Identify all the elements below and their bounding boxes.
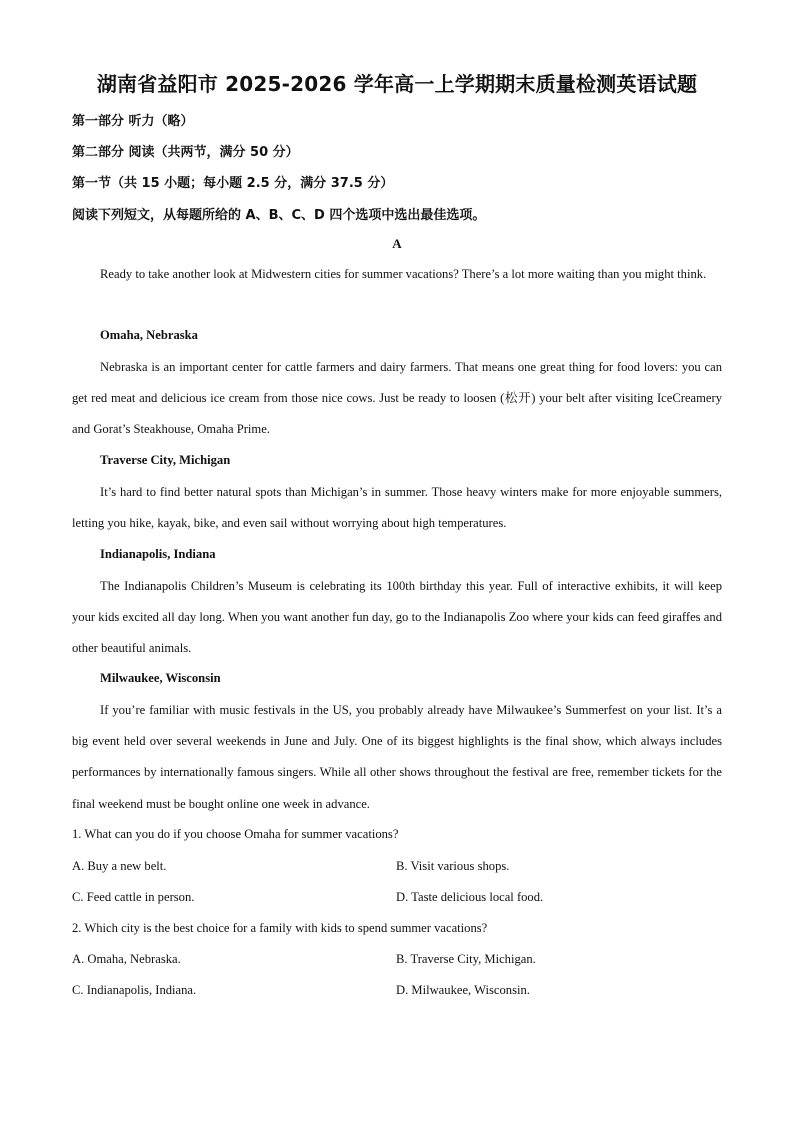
- section-text-milwaukee-body: If you’re familiar with music festivals in the US, you probably already have Milwaukee’s Summerfest on your list. It’s a big event held over several weekends in June and July. One of its biggest highlights is the final show, which always includes performances by internationally famous singers. While all other shows throughout the festival are free, remember tickets for the final weekend must be bought online one week in advance.: [72, 703, 722, 811]
- question-1-option-c: C. Feed cattle in person.: [72, 890, 195, 904]
- passage-label: A: [392, 236, 402, 251]
- question-2-option-d: D. Milwaukee, Wisconsin.: [396, 983, 530, 997]
- section-heading-omaha: Omaha, Nebraska: [100, 328, 198, 342]
- question-2-stem: 2. Which city is the best choice for a family with kids to spend summer vacations?: [72, 921, 488, 935]
- section-text-traverse: [72, 477, 722, 539]
- question-1-option-b: B. Visit various shops.: [396, 859, 510, 873]
- question-1-option-a: A. Buy a new belt.: [72, 859, 167, 873]
- section-text-indianapolis: [72, 571, 722, 665]
- passage-intro-text: Ready to take another look at Midwestern cities for summer vacations? There’s a lot more waiting than you might think.: [100, 267, 707, 281]
- question-2-option-b: B. Traverse City, Michigan.: [396, 952, 536, 966]
- section-text-omaha: [72, 352, 722, 446]
- section1-heading: 第一节（共 15 小题；每小题 2.5 分，满分 37.5 分）: [72, 176, 394, 191]
- part2-heading: 第二部分 阅读（共两节，满分 50 分）: [72, 145, 299, 160]
- section-text-omaha-body: Nebraska is an important center for cattle farmers and dairy farmers. That means one great thing for food lovers: you can get red meat and delicious ice cream from those nice cows. Just be ready to loosen (松开) your belt after visiting IceCreamery and Gorat’s Steakhouse, Omaha Prime.: [72, 360, 722, 437]
- section-heading-milwaukee: Milwaukee, Wisconsin: [100, 671, 221, 685]
- section-text-traverse-body: It’s hard to find better natural spots than Michigan’s in summer. Those heavy winters make for more enjoyable summers, letting you hike, kayak, bike, and even sail without worrying about high temperatures.: [72, 485, 722, 531]
- passage-intro: [72, 259, 722, 290]
- exam-title: 湖南省益阳市 2025-2026 学年高一上学期期末质量检测英语试题: [96, 72, 698, 96]
- question-1-stem: 1. What can you do if you choose Omaha for summer vacations?: [72, 827, 399, 841]
- section-heading-indianapolis: Indianapolis, Indiana: [100, 547, 216, 561]
- part1-heading: 第一部分 听力（略）: [72, 114, 194, 129]
- question-1-option-d: D. Taste delicious local food.: [396, 890, 544, 904]
- section-text-indianapolis-body: The Indianapolis Children’s Museum is celebrating its 100th birthday this year. Full of interactive exhibits, it will keep your kids excited all day long. When you want another fun day, go to the Indianapolis Zoo where your kids can feed giraffes and other beautiful animals.: [72, 579, 722, 656]
- section-heading-traverse: Traverse City, Michigan: [100, 453, 231, 467]
- reading-instruction: 阅读下列短文，从每题所给的 A、B、C、D 四个选项中选出最佳选项。: [72, 208, 486, 223]
- question-2-option-c: C. Indianapolis, Indiana.: [72, 983, 197, 997]
- section-text-milwaukee: [72, 695, 722, 820]
- question-2-option-a: A. Omaha, Nebraska.: [72, 952, 181, 966]
